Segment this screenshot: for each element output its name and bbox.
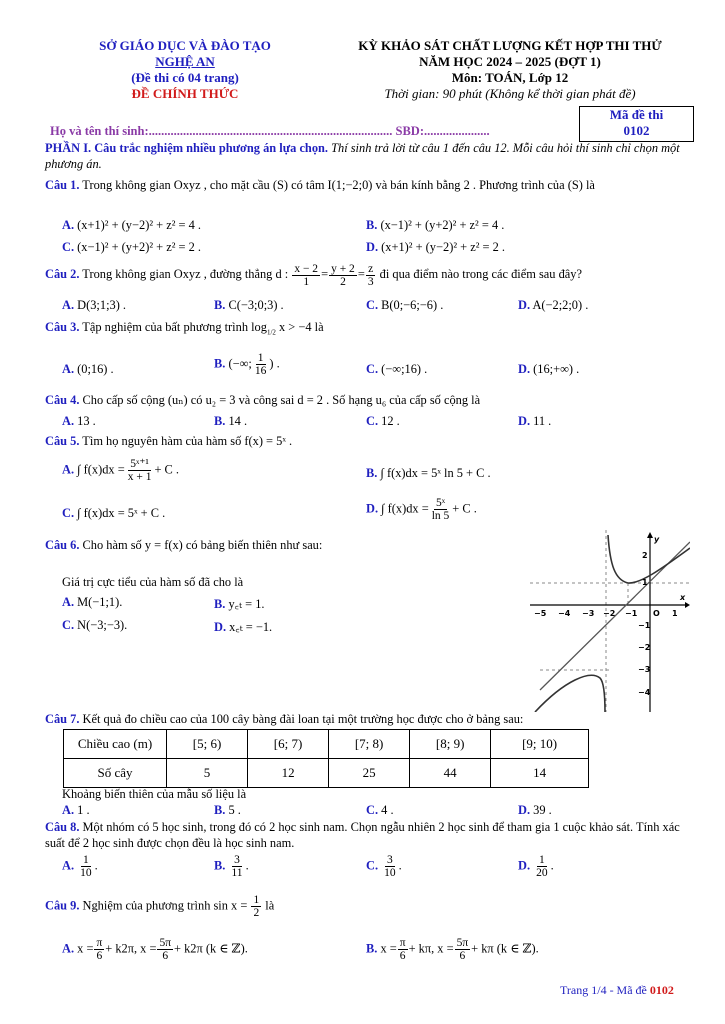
denominator: 11 xyxy=(231,867,243,879)
option-text: A(−2;2;0) . xyxy=(532,298,589,312)
option-letter: D. xyxy=(366,240,379,254)
q6-option-d[interactable] xyxy=(214,618,272,635)
question-7-prompt: Khoảng biến thiên của mẫu số liệu là xyxy=(62,787,247,801)
option-text: + kπ (k ∈ ℤ). xyxy=(471,941,539,956)
q2-option-b[interactable] xyxy=(214,298,284,313)
q8-option-d[interactable]: D. $\frac{1}{20}$ . xyxy=(518,854,554,879)
question-2-text-before: Trong không gian Oxyz , đường thẳng d : xyxy=(79,267,289,281)
q7-option-d[interactable] xyxy=(518,803,552,818)
y-axis-arrow-icon xyxy=(647,532,653,538)
question-7-text: Kết quả đo chiều cao của 100 cây bàng đài loan tại một trường học được cho ở bảng sau: xyxy=(79,712,524,726)
fraction xyxy=(455,937,471,962)
q4-option-c[interactable] xyxy=(366,414,400,429)
option-text: + C . xyxy=(154,462,179,477)
y-axis-label: y xyxy=(654,535,660,544)
option-letter: C. xyxy=(366,298,379,312)
header-left xyxy=(40,38,330,102)
table-header-cell: [9; 10) xyxy=(491,730,589,759)
numerator: 5ˣ xyxy=(435,497,446,509)
question-2-label: Câu 2. xyxy=(45,267,80,281)
numerator: 5ˣ⁺¹ xyxy=(130,458,149,470)
question-1-label: Câu 1. xyxy=(45,178,80,192)
y-tick: −1 xyxy=(638,621,651,630)
function-graph xyxy=(530,530,690,712)
exam-code-box xyxy=(579,106,694,142)
option-letter: C. xyxy=(366,414,379,428)
official-exam-label: ĐỀ CHÍNH THỨC xyxy=(131,86,239,101)
denominator: 6 xyxy=(459,950,466,962)
option-text: B(0;−6;−6) . xyxy=(381,298,444,312)
option-text: C(−3;0;3) . xyxy=(228,298,284,312)
q8-option-b[interactable]: B. $\frac{3}{11}$ . xyxy=(214,854,249,879)
exam-duration: Thời gian: 90 phút (Không kể thời gian phát đề) xyxy=(384,86,636,101)
table-header-cell: [8; 9) xyxy=(410,730,491,759)
q7-option-a[interactable] xyxy=(62,803,90,818)
table-header-cell: Chiều cao (m) xyxy=(64,730,167,759)
option-text: N(−3;−3). xyxy=(77,618,128,632)
option-text: 13 . xyxy=(77,414,96,428)
option-letter: A. xyxy=(62,218,75,232)
q5-option-d[interactable] xyxy=(366,497,477,522)
curve-right-branch xyxy=(608,535,690,583)
option-text: + C . xyxy=(452,501,477,516)
option-letter: D. xyxy=(518,414,531,428)
y-tick: −2 xyxy=(638,643,651,652)
fraction xyxy=(292,263,320,288)
option-text: D(3;1;3) . xyxy=(77,298,127,312)
option-letter: A. xyxy=(62,298,75,312)
denominator: 20 xyxy=(536,867,548,879)
option-letter: C. xyxy=(62,618,75,632)
option-letter: B. xyxy=(214,298,226,312)
fraction xyxy=(534,854,550,879)
q6-option-b[interactable] xyxy=(214,595,265,612)
option-letter: D. xyxy=(366,501,379,516)
numerator: 1 xyxy=(253,894,260,906)
q5-option-a[interactable] xyxy=(62,458,179,483)
header-right xyxy=(330,38,690,102)
q7-option-c[interactable] xyxy=(366,803,394,818)
question-8 xyxy=(45,819,693,851)
y-tick: 2 xyxy=(642,551,648,560)
numerator: 5π xyxy=(159,937,172,949)
fraction xyxy=(430,497,452,522)
page-footer xyxy=(560,983,674,998)
denominator: 3 xyxy=(367,275,374,288)
question-5-text: Tìm họ nguyên hàm của hàm số f(x) = 5ˣ . xyxy=(79,434,293,448)
numerator: 1 xyxy=(83,854,89,866)
question-3 xyxy=(45,320,324,336)
y-tick: −4 xyxy=(638,688,651,697)
x-axis-label: x xyxy=(680,593,686,602)
option-letter: D. xyxy=(214,620,227,634)
denominator: ln 5 xyxy=(431,510,450,522)
option-letter: B. xyxy=(366,941,378,956)
option-text: (0;16) . xyxy=(77,362,114,376)
x-tick: −4 xyxy=(558,609,571,618)
numerator: 1 xyxy=(539,854,545,866)
question-2: Câu 2. Trong không gian Oxyz , đường thẳng d : $\frac{x - 2}{1}$ = $\frac{y + 2}{2}$ = $\frac{z}{3}$ đi qua điểm nào trong các điểm sau đây? xyxy=(45,262,582,288)
table-row xyxy=(64,759,589,788)
question-8-label: Câu 8. xyxy=(45,820,80,834)
option-text: 1 . xyxy=(77,803,90,817)
q9-option-b[interactable] xyxy=(366,937,539,962)
table-cell: Số cây xyxy=(64,759,167,788)
q2-option-d[interactable] xyxy=(518,298,588,313)
question-9-label: Câu 9. xyxy=(45,898,80,913)
fraction xyxy=(398,937,408,962)
numerator: 1 xyxy=(257,352,264,364)
question-8-text: Một nhóm có 5 học sinh, trong đó có 2 học sinh nam. Chọn ngẫu nhiên 2 học sinh để tham gia 1 cuộc khảo sát. Tính xác suất để 2 học sinh được chọn đều là học sinh nam. xyxy=(45,820,680,850)
q7-option-b[interactable] xyxy=(214,803,241,818)
fraction xyxy=(329,263,357,288)
q1-option-c[interactable] xyxy=(62,240,201,255)
q4-option-a[interactable] xyxy=(62,414,96,429)
y-tick: −3 xyxy=(638,665,651,674)
option-text: 11 . xyxy=(533,414,552,428)
option-text: x꜀ₜ = −1. xyxy=(229,620,273,634)
denominator: 2 xyxy=(340,275,346,288)
curve-left-branch xyxy=(535,675,605,712)
q8-option-a[interactable]: A. $\frac{1}{10}$ . xyxy=(62,854,98,879)
table-cell: 12 xyxy=(248,759,329,788)
table-row xyxy=(64,730,589,759)
x-tick: −1 xyxy=(625,609,638,618)
fraction xyxy=(157,937,173,962)
question-9 xyxy=(45,894,274,919)
fraction xyxy=(94,937,104,962)
option-text: + k2π, x = xyxy=(105,941,157,956)
denominator: 10 xyxy=(384,867,396,879)
y-tick: 1 xyxy=(642,578,648,587)
option-text: M(−1;1). xyxy=(77,595,123,609)
fraction xyxy=(229,854,244,879)
option-text: x = xyxy=(380,941,397,956)
numerator: π xyxy=(399,937,406,949)
option-text: ∫ f(x)dx = 5ˣ ln 5 + C . xyxy=(380,466,491,480)
option-text: (x+1)² + (y−2)² + z² = 4 . xyxy=(77,218,202,232)
option-letter: A. xyxy=(62,462,75,477)
table-header-cell: [5; 6) xyxy=(167,730,248,759)
origin-label: O xyxy=(653,609,660,618)
q9-option-a[interactable] xyxy=(62,937,248,962)
option-text: ) . xyxy=(269,356,280,371)
option-letter: A. xyxy=(62,858,75,873)
fraction xyxy=(382,854,398,879)
option-letter: C. xyxy=(62,506,75,520)
denominator: 6 xyxy=(162,950,169,962)
option-letter: A. xyxy=(62,414,75,428)
option-letter: C. xyxy=(366,362,379,376)
question-3-text-before: Tập nghiệm của bất phương trình log xyxy=(79,320,267,334)
denominator: 10 xyxy=(80,867,92,879)
table-cell: 14 xyxy=(491,759,589,788)
option-text: 39 . xyxy=(533,803,552,817)
option-text: ∫ f(x)dx = xyxy=(381,501,429,516)
option-letter: B. xyxy=(366,466,378,480)
q3-option-b[interactable] xyxy=(214,352,280,377)
fraction xyxy=(253,352,269,377)
option-text: (−∞; xyxy=(228,356,252,371)
q1-option-b[interactable] xyxy=(366,218,504,233)
denominator: 16 xyxy=(254,365,267,377)
denominator: 2 xyxy=(253,907,260,919)
q6-option-a[interactable] xyxy=(62,595,122,610)
q3-option-d[interactable] xyxy=(518,362,579,377)
option-letter: D. xyxy=(518,803,531,817)
option-text: ∫ f(x)dx = 5ˣ + C . xyxy=(77,506,166,520)
option-letter: A. xyxy=(62,803,75,817)
q3-option-c[interactable] xyxy=(366,362,427,377)
department-name: SỞ GIÁO DỤC VÀ ĐÀO TẠO xyxy=(99,38,271,53)
option-letter: D. xyxy=(518,298,531,312)
denominator: 1 xyxy=(303,275,310,288)
denominator: 6 xyxy=(399,950,406,962)
option-letter: A. xyxy=(62,362,75,376)
footer-code: 0102 xyxy=(649,983,674,997)
question-6 xyxy=(45,538,322,553)
option-text: (16;+∞) . xyxy=(533,362,580,376)
question-1-text: Trong không gian Oxyz , cho mặt cầu (S) có tâm I(1;−2;0) và bán kính bằng 2 . Phương trình của (S) là xyxy=(79,178,595,192)
option-letter: B. xyxy=(214,858,226,873)
question-3-label: Câu 3. xyxy=(45,320,80,334)
table-header-cell: [7; 8) xyxy=(329,730,410,759)
q1-option-a[interactable] xyxy=(62,218,201,233)
table-cell: 25 xyxy=(329,759,410,788)
option-text: 4 . xyxy=(381,803,394,817)
question-4 xyxy=(45,392,480,408)
option-text: 14 . xyxy=(228,414,248,428)
q4-option-b[interactable] xyxy=(214,414,247,429)
question-2-text-after: đi qua điểm nào trong các điểm sau đây? xyxy=(379,267,582,281)
numerator: x − 2 xyxy=(294,262,319,275)
q2-option-a[interactable] xyxy=(62,298,126,313)
question-1 xyxy=(45,177,693,193)
province-name: NGHỆ AN xyxy=(155,54,215,69)
option-letter: B. xyxy=(214,597,226,611)
option-letter: A. xyxy=(62,595,75,609)
question-4-text: Cho cấp số cộng (uₙ) có u₂ = 3 và công sai d = 2 . Số hạng u₆ của cấp số cộng là xyxy=(79,393,481,407)
question-9-text-before: Nghiệm của phương trình sin x = xyxy=(79,898,248,913)
option-text: x = xyxy=(77,941,94,956)
option-letter: C. xyxy=(366,858,379,873)
option-text: ∫ f(x)dx = xyxy=(77,462,125,477)
exam-code-value: 0102 xyxy=(623,123,650,138)
q2-option-c[interactable] xyxy=(366,298,443,313)
student-info-line: Họ và tên thí sinh:.............................................................................. SBD:..................... xyxy=(50,124,490,138)
option-letter: C. xyxy=(366,803,379,817)
x-tick: 1 xyxy=(672,609,678,618)
option-letter: A. xyxy=(62,941,75,956)
question-7-label: Câu 7. xyxy=(45,712,80,726)
exam-title: KỲ KHẢO SÁT CHẤT LƯỢNG KẾT HỢP THI THỬ xyxy=(358,38,662,53)
numerator: π xyxy=(96,937,103,949)
question-7 xyxy=(45,712,523,727)
height-table xyxy=(63,729,589,788)
option-text: (x−1)² + (y+2)² + z² = 4 . xyxy=(380,218,505,232)
option-text: (x−1)² + (y+2)² + z² = 2 . xyxy=(77,240,202,254)
log-base: 1/2 xyxy=(266,328,276,337)
school-year: NĂM HỌC 2024 – 2025 (ĐỢT 1) xyxy=(419,54,601,69)
option-text: + kπ, x = xyxy=(408,941,454,956)
q8-option-c[interactable]: C. $\frac{3}{10}$ . xyxy=(366,854,402,879)
numerator: y + 2 xyxy=(331,262,355,275)
part1-heading xyxy=(45,140,693,172)
denominator: 6 xyxy=(96,950,103,962)
option-text: 5 . xyxy=(228,803,241,817)
option-letter: D. xyxy=(518,362,531,376)
numerator: 3 xyxy=(234,854,240,866)
q4-option-d[interactable] xyxy=(518,414,551,429)
part1-instruction: Thí sinh trả lời từ câu 1 đến câu 12. Mỗi câu hỏi thí sinh chỉ chọn một phương án. xyxy=(45,141,680,171)
fraction xyxy=(78,854,94,879)
denominator: x + 1 xyxy=(127,471,152,483)
question-9-text-after: là xyxy=(262,898,275,913)
x-axis-arrow-icon xyxy=(685,602,690,608)
x-tick: −2 xyxy=(603,609,616,618)
question-3-text-after: x > −4 là xyxy=(275,320,324,334)
fraction xyxy=(366,263,376,288)
option-letter: C. xyxy=(62,240,75,254)
numerator: 5π xyxy=(456,937,469,949)
option-letter: B. xyxy=(214,803,226,817)
x-tick: −3 xyxy=(582,609,595,618)
part1-title: PHẦN I. Câu trắc nghiệm nhiều phương án lựa chọn. xyxy=(45,141,329,155)
question-5 xyxy=(45,434,292,449)
option-letter: B. xyxy=(214,356,226,371)
exam-code-label: Mã đề thi xyxy=(609,107,664,122)
q1-option-d[interactable] xyxy=(366,240,505,255)
table-cell: 44 xyxy=(410,759,491,788)
option-text: (−∞;16) . xyxy=(381,362,428,376)
question-6-prompt: Giá trị cực tiểu của hàm số đã cho là xyxy=(62,575,244,589)
table-header-cell: [6; 7) xyxy=(248,730,329,759)
option-letter: B. xyxy=(366,218,378,232)
table-cell: 5 xyxy=(167,759,248,788)
q5-option-c[interactable] xyxy=(62,506,165,521)
question-5-label: Câu 5. xyxy=(45,434,80,448)
fraction xyxy=(126,458,154,483)
option-letter: D. xyxy=(518,858,531,873)
q5-option-b[interactable] xyxy=(366,466,491,481)
subject: Môn: TOÁN, Lớp 12 xyxy=(451,70,569,85)
page-count-note: (Đề thi có 04 trang) xyxy=(131,70,239,85)
x-tick: −5 xyxy=(534,609,547,618)
option-text: (x+1)² + (y−2)² + z² = 2 . xyxy=(381,240,506,254)
option-text: y꜀ₜ = 1. xyxy=(228,597,265,611)
numerator: z xyxy=(368,262,374,275)
footer-text: Trang 1/4 - Mã đề xyxy=(560,983,650,997)
question-6-label: Câu 6. xyxy=(45,538,80,552)
option-text: + k2π (k ∈ ℤ). xyxy=(174,941,248,956)
option-letter: B. xyxy=(214,414,226,428)
q3-option-a[interactable] xyxy=(62,362,114,377)
option-text: 12 . xyxy=(381,414,400,428)
q6-option-c[interactable] xyxy=(62,618,127,633)
question-6-text: Cho hàm số y = f(x) có bảng biến thiên như sau: xyxy=(79,538,323,552)
numerator: 3 xyxy=(387,854,393,866)
question-4-label: Câu 4. xyxy=(45,393,80,407)
fraction xyxy=(251,894,261,919)
